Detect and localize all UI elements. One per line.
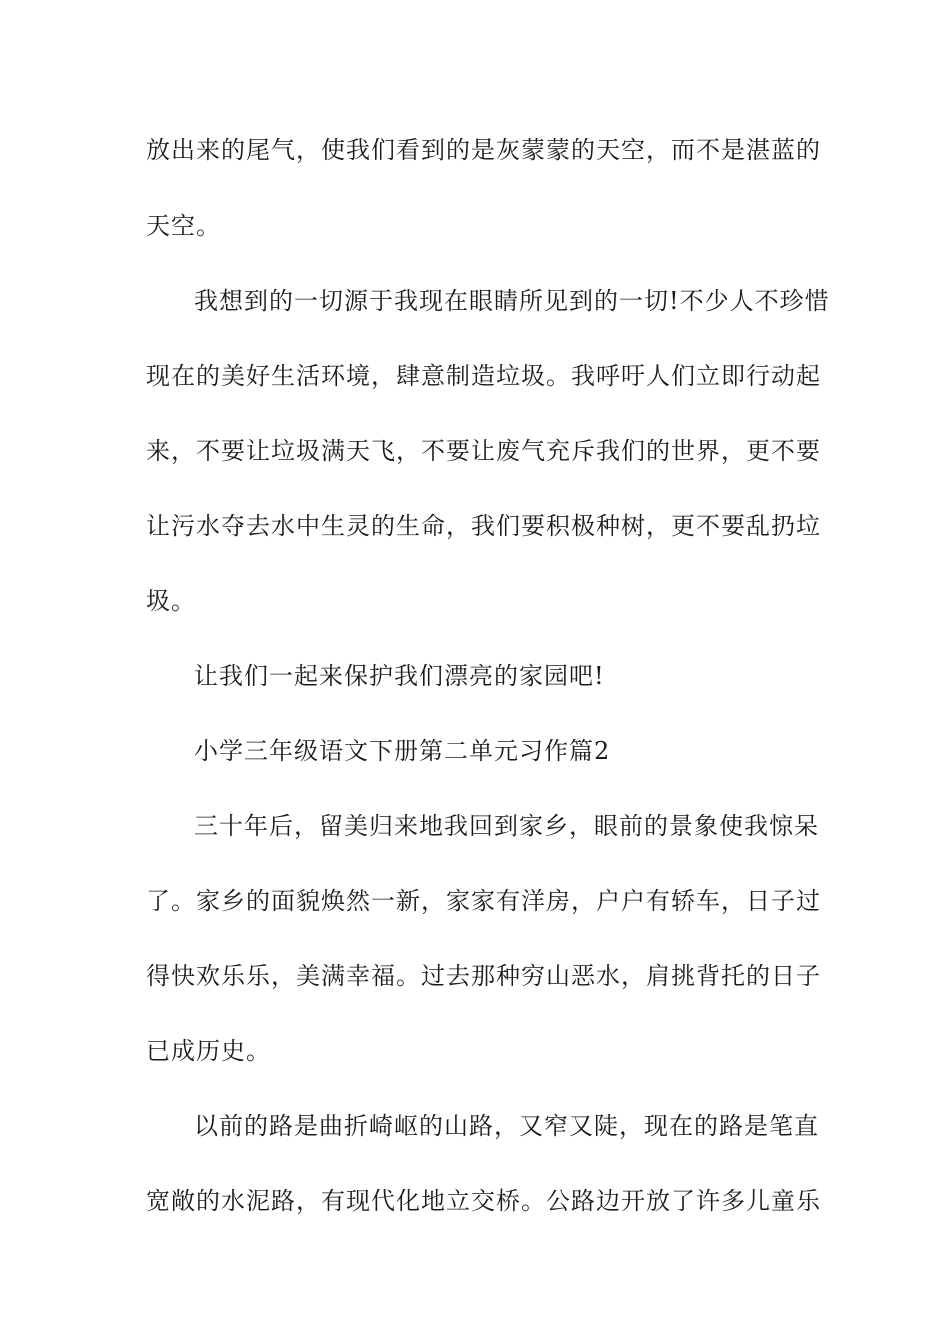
text-line: 圾。 (146, 587, 196, 615)
paragraph-start-line: 我想到的一切源于我现在眼睛所见到的一切!不少人不珍惜 (194, 287, 830, 315)
paragraph-start-line: 以前的路是曲折崎岖的山路，又窄又陡，现在的路是笔直 (194, 1112, 819, 1140)
text-line: 让污水夺去水中生灵的生命，我们要积极种树，更不要乱扔垃 (146, 512, 821, 540)
text-line: 来，不要让垃圾满天飞，不要让废气充斥我们的世界，更不要 (146, 437, 821, 465)
paragraph-start-line: 三十年后，留美归来地我回到家乡，眼前的景象使我惊呆 (194, 812, 819, 840)
text-line: 宽敞的水泥路，有现代化地立交桥。公路边开放了许多儿童乐 (146, 1187, 821, 1215)
text-line: 已成历史。 (146, 1037, 271, 1065)
text-line: 放出来的尾气，使我们看到的是灰蒙蒙的天空，而不是湛蓝的 (146, 136, 821, 164)
text-line: 现在的美好生活环境，肆意制造垃圾。我呼吁人们立即行动起 (146, 362, 821, 390)
section-heading: 小学三年级语文下册第二单元习作篇2 (194, 737, 611, 765)
text-line: 天空。 (146, 212, 221, 240)
text-line: 得快欢乐乐，美满幸福。过去那种穷山恶水，肩挑背托的日子 (146, 962, 821, 990)
paragraph-start-line: 让我们一起来保护我们漂亮的家园吧! (194, 662, 605, 690)
text-line: 了。家乡的面貌焕然一新，家家有洋房，户户有轿车，日子过 (146, 887, 821, 915)
